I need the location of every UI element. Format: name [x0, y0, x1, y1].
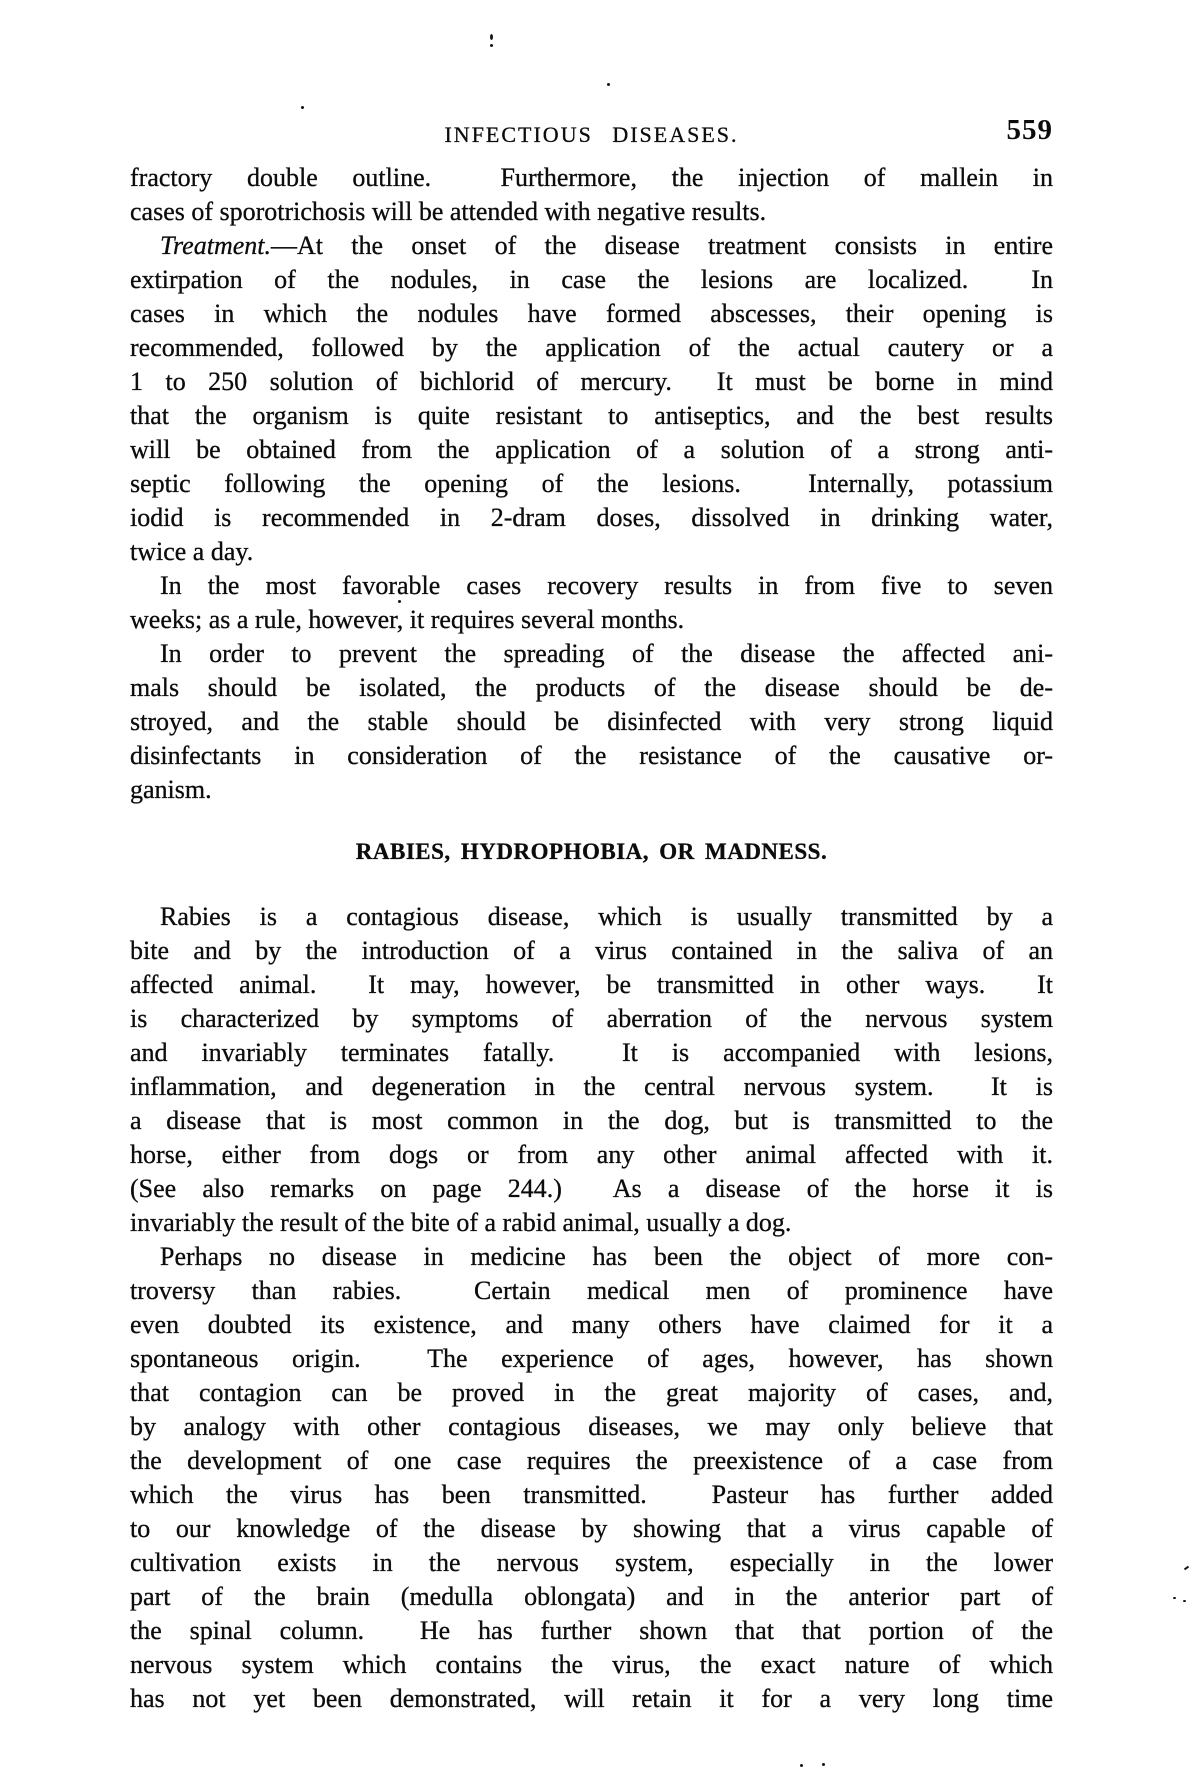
- text-line: twice a day.: [130, 537, 254, 566]
- text-line: the development of one case requires the preexistence of a case from: [130, 1446, 1053, 1475]
- text-line: part of the brain (medulla oblongata) and in the anterior part of: [130, 1582, 1053, 1611]
- text-line: cases of sporotrichosis will be attended with negative results.: [130, 197, 767, 226]
- text-line: mals should be isolated, the products of the disease should be de-: [130, 673, 1053, 702]
- text-line: the spinal column. He has further shown that that portion of the: [130, 1616, 1053, 1645]
- text-line: by analogy with other contagious diseases, we may only believe that: [130, 1412, 1053, 1441]
- text-line: has not yet been demonstrated, will retain it for a very long time: [130, 1684, 1053, 1713]
- text-line: spontaneous origin. The experience of ages, however, has shown: [130, 1344, 1053, 1373]
- text-line: 1 to 250 solution of bichlorid of mercury. It must be borne in mind: [130, 367, 1053, 396]
- text-column: [130, 0, 1053, 1716]
- text-line: Rabies is a contagious disease, which is usually transmitted by a: [160, 902, 1053, 931]
- text-line: (See also remarks on page 244.) As a disease of the horse it is: [130, 1174, 1053, 1203]
- text-line: even doubted its existence, and many others have claimed for it a: [130, 1310, 1053, 1339]
- text-line: extirpation of the nodules, in case the lesions are localized. In: [130, 265, 1053, 294]
- text-line: recommended, followed by the application of the actual cautery or a: [130, 333, 1053, 362]
- text-line: [130, 229, 1053, 263]
- italic-lead-text: Treatment.: [160, 231, 271, 260]
- page-body: [130, 161, 1053, 1716]
- text-line: will be obtained from the application of a solution of a strong anti-: [130, 435, 1053, 464]
- scan-speck: [1173, 1597, 1176, 1599]
- text-line: that contagion can be proved in the great majority of cases, and,: [130, 1378, 1053, 1407]
- text-line: a disease that is most common in the dog, but is transmitted to the: [130, 1106, 1053, 1135]
- text-line: nervous system which contains the virus, the exact nature of which: [130, 1650, 1053, 1679]
- text-line: inflammation, and degeneration in the central nervous system. It is: [130, 1072, 1053, 1101]
- text-line: stroyed, and the stable should be disinfected with very strong liquid: [130, 707, 1053, 736]
- text-line: iodid is recommended in 2-dram doses, dissolved in drinking water,: [130, 503, 1053, 532]
- page-number: 559: [1006, 114, 1053, 146]
- text-line: cases in which the nodules have formed abscesses, their opening is: [130, 299, 1053, 328]
- text-segment: —At the onset of the disease treatment consists in entire: [270, 231, 1053, 260]
- text-line: to our knowledge of the disease by showing that a virus capable of: [130, 1514, 1053, 1543]
- text-line: bite and by the introduction of a virus contained in the saliva of an: [130, 936, 1053, 965]
- text-line: septic following the opening of the lesions. Internally, potassium: [130, 469, 1053, 498]
- text-line: fractory double outline. Furthermore, the injection of mallein in: [130, 163, 1053, 192]
- text-line: is characterized by symptoms of aberration of the nervous system: [130, 1004, 1053, 1033]
- text-line: horse, either from dogs or from any other animal affected with it.: [130, 1140, 1053, 1169]
- text-line: In the most favorable cases recovery results in from five to seven: [160, 571, 1053, 600]
- text-line: weeks; as a rule, however, it requires several months.: [130, 605, 685, 634]
- scan-speck: [1184, 1566, 1189, 1571]
- scan-speck: [1183, 1600, 1186, 1602]
- text-line: ganism.: [130, 775, 212, 804]
- running-header: [130, 113, 1053, 161]
- section-heading: RABIES, HYDROPHOBIA, OR MADNESS.: [355, 839, 828, 864]
- text-line: cultivation exists in the nervous system, especially in the lower: [130, 1548, 1053, 1577]
- text-line: Perhaps no disease in medicine has been the object of more con-: [160, 1242, 1053, 1271]
- text-line: disinfectants in consideration of the resistance of the causative or-: [130, 741, 1053, 770]
- text-line: invariably the result of the bite of a rabid animal, usually a dog.: [130, 1208, 792, 1237]
- text-line: In order to prevent the spreading of the disease the affected ani-: [160, 639, 1053, 668]
- running-header-title: INFECTIOUS DISEASES.: [444, 122, 739, 147]
- scan-speck: [822, 1763, 825, 1766]
- text-line: affected animal. It may, however, be transmitted in other ways. It: [130, 970, 1053, 999]
- text-line: which the virus has been transmitted. Pasteur has further added: [130, 1480, 1053, 1509]
- text-line: troversy than rabies. Certain medical men of prominence have: [130, 1276, 1053, 1305]
- text-line: that the organism is quite resistant to antiseptics, and the best results: [130, 401, 1053, 430]
- text-line: and invariably terminates fatally. It is accompanied with lesions,: [130, 1038, 1053, 1067]
- scan-speck: [800, 1764, 803, 1767]
